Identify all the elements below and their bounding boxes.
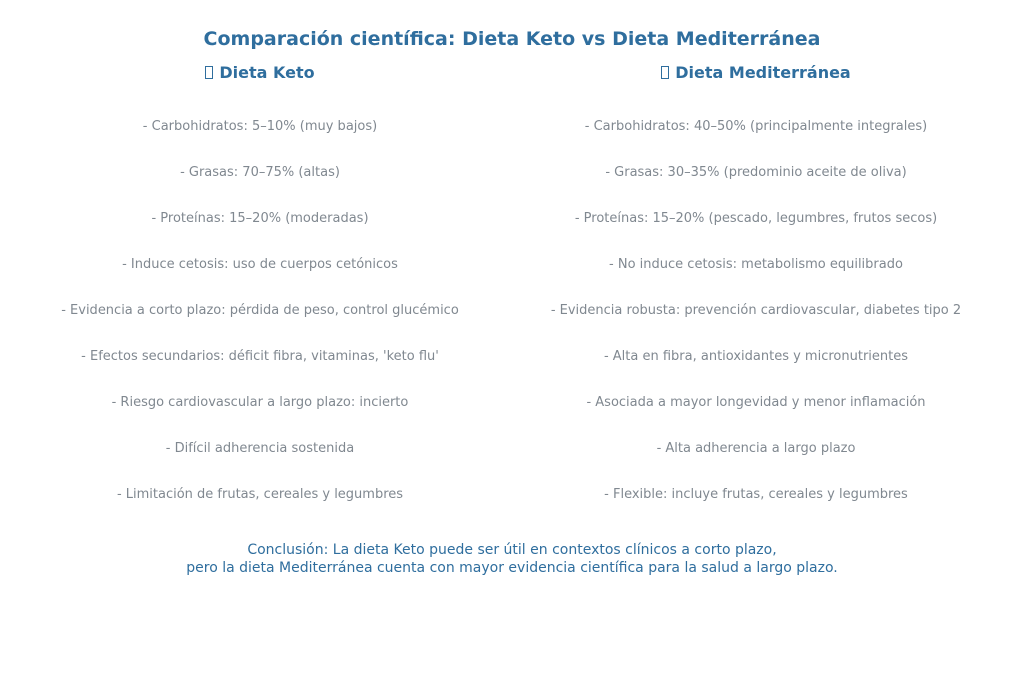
conclusion xyxy=(0,541,1024,577)
list-item: - Induce cetosis: uso de cuerpos cetónicos xyxy=(122,257,398,272)
list-item: - Proteínas: 15–20% (pescado, legumbres, frutos secos) xyxy=(574,211,938,226)
list-item: - Flexible: incluye frutas, cereales y legumbres xyxy=(604,487,908,502)
mediterranea-heading-label: Dieta Mediterránea xyxy=(675,63,851,82)
list-item: - Evidencia robusta: prevención cardiovascular, diabetes tipo 2 xyxy=(550,303,962,318)
box-glyph-icon xyxy=(205,66,213,79)
list-item: - No induce cetosis: metabolismo equilibrado xyxy=(609,257,903,272)
list-item: - Difícil adherencia sostenida xyxy=(165,441,355,456)
list-item: - Carbohidratos: 40–50% (principalmente integrales) xyxy=(584,119,928,134)
conclusion-line-2: pero la dieta Mediterránea cuenta con mayor evidencia científica para la salud a largo plazo. xyxy=(186,560,838,576)
list-item: - Riesgo cardiovascular a largo plazo: incierto xyxy=(111,395,409,410)
box-glyph-icon xyxy=(661,66,669,79)
keto-list xyxy=(10,117,510,531)
mediterranea-column xyxy=(506,62,1006,502)
list-item: - Alta adherencia a largo plazo xyxy=(656,441,856,456)
conclusion-line-1: Conclusión: La dieta Keto puede ser útil en contextos clínicos a corto plazo, xyxy=(247,542,777,558)
list-item: - Limitación de frutas, cereales y legumbres xyxy=(116,487,404,502)
mediterranea-list xyxy=(506,117,1006,531)
keto-heading-label: Dieta Keto xyxy=(219,63,315,82)
keto-column xyxy=(10,62,510,502)
list-item: - Grasas: 30–35% (predominio aceite de oliva) xyxy=(605,165,907,180)
list-item: - Evidencia a corto plazo: pérdida de peso, control glucémico xyxy=(61,303,459,318)
list-item: - Carbohidratos: 5–10% (muy bajos) xyxy=(142,119,378,134)
list-item: - Asociada a mayor longevidad y menor inflamación xyxy=(586,395,926,410)
page-title: Comparación científica: Dieta Keto vs Dieta Mediterránea xyxy=(203,28,821,50)
list-item: - Grasas: 70–75% (altas) xyxy=(180,165,340,180)
mediterranea-heading xyxy=(506,62,1006,84)
list-item: - Proteínas: 15–20% (moderadas) xyxy=(151,211,369,226)
keto-heading xyxy=(10,62,510,84)
list-item: - Efectos secundarios: déficit fibra, vitaminas, 'keto flu' xyxy=(81,349,439,364)
list-item: - Alta en fibra, antioxidantes y micronutrientes xyxy=(603,349,909,364)
